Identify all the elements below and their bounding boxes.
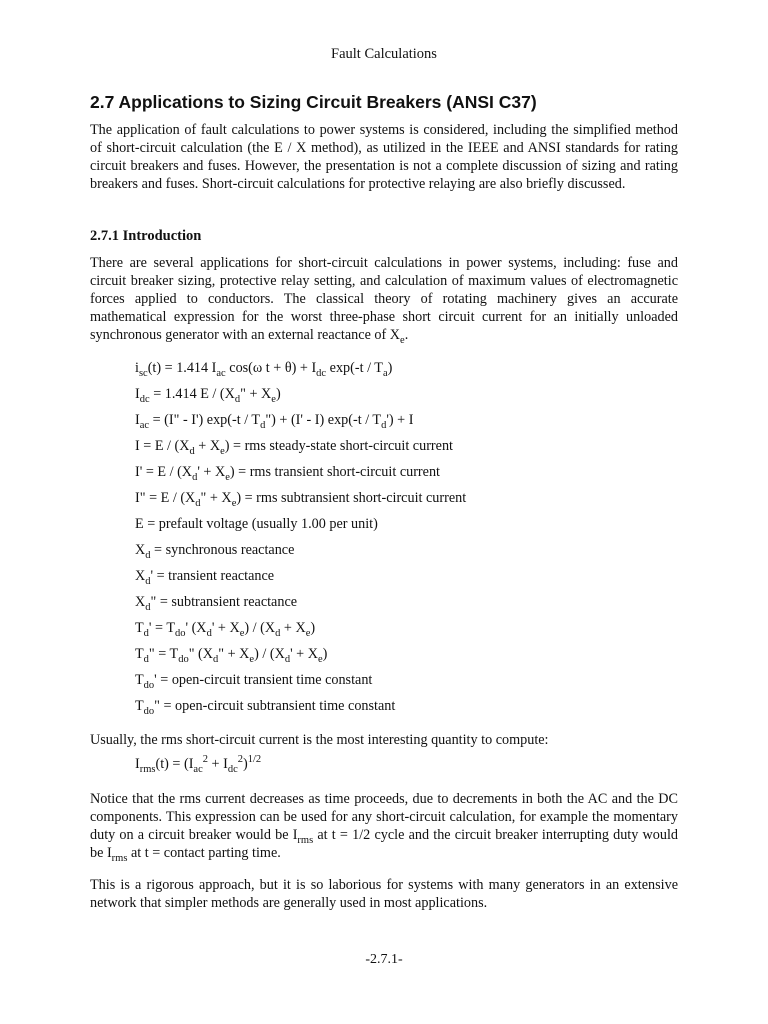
- equation-text: ) / (X: [254, 646, 285, 662]
- notice-subscript-2: rms: [111, 853, 128, 865]
- equation: [135, 386, 281, 403]
- equation-subscript: d: [143, 628, 149, 639]
- introduction-paragraph: [90, 254, 678, 347]
- equation-text: ") + (I' - I) exp(-t / T: [265, 412, 382, 428]
- introduction-text: There are several applications for short-circuit calculations in power systems, including: fuse and circuit breaker sizing, protective relay setting, and calculation of maximum values of electromagnetic forces applied to conductors. The classical theory of rotating machinery gives an accurate mathematical expression for the worst three-phase short circuit current for an initially unloaded synchronous generator with an external reactance of X: [90, 255, 678, 344]
- equation-subscript: ac: [216, 368, 226, 379]
- equation-subscript: rms: [139, 764, 156, 775]
- equation-text: ' + X: [290, 646, 318, 662]
- equation-subscript: dc: [139, 394, 150, 405]
- equation-text: + X: [194, 438, 221, 454]
- equation-subscript: d: [260, 420, 266, 431]
- equation-subscript: do: [178, 654, 189, 665]
- equation-subscript: d: [145, 602, 151, 613]
- equation-text: ): [275, 386, 281, 402]
- equation: [135, 646, 327, 663]
- equation-subscript: ac: [193, 764, 203, 775]
- equation-text: (t) = (I: [155, 756, 194, 772]
- equation: [135, 698, 395, 715]
- equation-text: T: [135, 672, 144, 688]
- equation: [135, 490, 466, 507]
- equation-text: + I: [208, 756, 228, 772]
- equation-text: X: [135, 542, 146, 558]
- equation-subscript: ac: [139, 420, 150, 431]
- equation-subscript: e: [317, 654, 323, 665]
- equation-text: exp(-t / T: [326, 360, 383, 376]
- rms-equation: [135, 756, 261, 773]
- equation-text: (t) = 1.414 I: [147, 360, 217, 376]
- equation-text: ') + I: [386, 412, 414, 428]
- equation-subscript: dc: [227, 764, 238, 775]
- page-number: -2.7.1-: [365, 952, 403, 967]
- notice-text-b: at t = 1/2 cycle and the circuit breaker interrupting duty would be I: [90, 827, 678, 862]
- equation-subscript: d: [145, 576, 151, 587]
- equation: [135, 412, 413, 429]
- equation-subscript: sc: [138, 368, 148, 379]
- equation-text: I: [135, 756, 140, 772]
- equation-text: " + X: [240, 386, 272, 402]
- equation: [135, 594, 297, 611]
- equation-subscript: do: [174, 628, 186, 639]
- equation: [135, 542, 294, 559]
- equation-text: " (X: [188, 646, 214, 662]
- equation-text: ) = rms steady-state short-circuit current: [224, 438, 453, 454]
- equation-subscript: d: [234, 394, 241, 405]
- equation-text: ) / (X: [244, 620, 276, 636]
- equation-text: i: [135, 360, 139, 376]
- equation-subscript: d: [213, 654, 219, 665]
- equation-subscript: dc: [316, 368, 327, 379]
- equation-text: = (I" - I') exp(-t / T: [149, 412, 261, 428]
- equation-text: ) = rms subtransient short-circuit current: [236, 490, 467, 506]
- equation-text: ): [243, 756, 248, 772]
- notice-text-a: Notice that the rms current decreases as time proceeds, due to decrements in both the AC and the DC components. This expression can be used for any short-circuit calculation, for example the momentary duty on a circuit breaker would be I: [90, 791, 678, 844]
- equation-subscript: e: [271, 394, 276, 405]
- equation-text: ' = open-circuit transient time constant: [154, 672, 373, 688]
- subsection-title: 2.7.1 Introduction: [90, 228, 202, 244]
- equation-text: " = open-circuit subtransient time constant: [154, 698, 396, 714]
- equation-text: ' + X: [197, 464, 226, 480]
- introduction-end: .: [404, 327, 409, 344]
- equation-text: I: [135, 386, 140, 402]
- equation-text: T: [135, 620, 144, 636]
- equation: [135, 516, 378, 533]
- equation-subscript: e: [220, 446, 225, 457]
- equation-text: ' + X: [211, 620, 240, 636]
- equation-subscript: d: [143, 654, 149, 665]
- equation-subscript: d: [206, 628, 212, 639]
- equation-text: cos(ω t + θ) + I: [225, 360, 317, 376]
- equation-subscript: e: [239, 628, 245, 639]
- equation-subscript: e: [225, 472, 230, 483]
- equation: [135, 438, 453, 455]
- notice-subscript-1: rms: [297, 835, 314, 847]
- equation-text: ): [322, 646, 328, 662]
- equation-superscript: 1/2: [247, 754, 262, 765]
- equation: [135, 464, 440, 481]
- equation: [135, 568, 274, 585]
- equation-superscript: 2: [237, 754, 243, 765]
- equation: [135, 672, 372, 689]
- equation-subscript: d: [189, 446, 195, 457]
- section-title: 2.7 Applications to Sizing Circuit Breakers (ANSI C37): [90, 92, 537, 112]
- notice-text-c: at t = contact parting time.: [127, 845, 281, 862]
- equation-subscript: d: [275, 628, 281, 639]
- rigorous-paragraph: This is a rigorous approach, but it is so laborious for systems with many generators in an extensive network that simpler methods are generally used in most applications.: [90, 877, 678, 912]
- equation-text: X: [135, 568, 146, 584]
- equation-text: X: [135, 594, 146, 610]
- equation-subscript: do: [143, 706, 155, 717]
- equation-text: = 1.414 E / (X: [149, 386, 235, 402]
- equation-subscript: d: [381, 420, 387, 431]
- equation-subscript: d: [195, 498, 201, 509]
- equation-text: + X: [280, 620, 306, 636]
- equation-text: " + X: [200, 490, 232, 506]
- equation-text: ' (X: [185, 620, 207, 636]
- equation-text: E = prefault voltage (usually 1.00 per unit): [135, 516, 378, 532]
- equation-subscript: e: [249, 654, 255, 665]
- equation-subscript: do: [143, 680, 155, 691]
- usually-paragraph: Usually, the rms short-circuit current is the most interesting quantity to compute:: [90, 732, 549, 748]
- equation-text: = synchronous reactance: [150, 542, 295, 558]
- equation-text: T: [135, 698, 144, 714]
- equation: [135, 360, 392, 377]
- equation-text: " + X: [218, 646, 250, 662]
- introduction-subscript: e: [400, 335, 405, 347]
- equation-subscript: e: [305, 628, 311, 639]
- equation-text: I" = E / (X: [135, 490, 196, 506]
- equation-text: ): [387, 360, 393, 376]
- equation-text: " = subtransient reactance: [150, 594, 298, 610]
- equation-text: " = T: [148, 646, 179, 662]
- equation-text: ' = T: [148, 620, 175, 636]
- equation-text: I: [135, 412, 140, 428]
- equation-text: I = E / (X: [135, 438, 190, 454]
- equation-text: ) = rms transient short-circuit current: [229, 464, 440, 480]
- equation-subscript: a: [382, 368, 388, 379]
- equation-subscript: d: [284, 654, 291, 665]
- equation-text: T: [135, 646, 144, 662]
- running-header: Fault Calculations: [331, 46, 437, 62]
- intro-paragraph: The application of fault calculations to power systems is considered, including the simplified method of short-circuit calculation (the E / X method), as utilized in the IEEE and ANSI standards for rating circuit breakers and fuses. However, the presentation is not a complete discussion of sizing and rating breakers and fuses. Short-circuit calculations for protective relaying are also briefly discussed.: [90, 122, 678, 193]
- equation-text: I' = E / (X: [135, 464, 193, 480]
- equation-text: ): [310, 620, 316, 636]
- equation-subscript: e: [231, 498, 237, 509]
- equation-subscript: d: [145, 550, 151, 561]
- equation-text: ' = transient reactance: [150, 568, 275, 584]
- equation: [135, 620, 315, 637]
- equation-superscript: 2: [202, 754, 208, 765]
- equation-subscript: d: [192, 472, 198, 483]
- notice-paragraph: [90, 790, 678, 865]
